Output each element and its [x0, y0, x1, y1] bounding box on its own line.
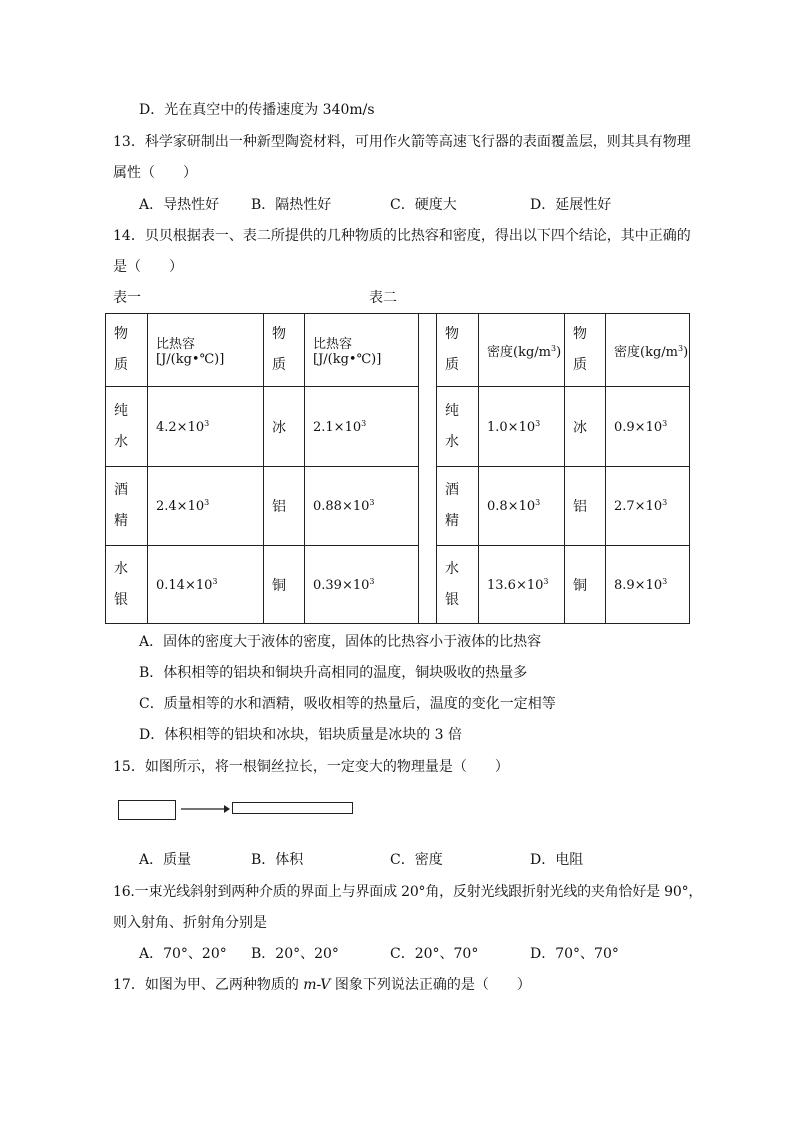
q16-stem-line1: 16.一束光线斜射到两种介质的界面上与界面成 20°角，反射光线跟折射光线的夹角恰好是 90°， [113, 884, 703, 900]
q14-stem-line1: 14．贝贝根据表一、表二所提供的几种物质的比热容和密度，得出以下四个结论，其中正确的 [113, 228, 691, 244]
t1-header-specific-heat-b: 比热容[J/(kg•℃)] [305, 314, 419, 387]
q14-option-d: D．体积相等的铝块和冰块，铝块质量是冰块的 3 倍 [139, 727, 463, 743]
q13-option-a: A．导热性好 [139, 197, 220, 213]
q15-option-d: D．电阻 [530, 852, 584, 868]
t1-header-specific-heat-a: 比热容[J/(kg•℃)] [148, 314, 264, 387]
table-row: 纯 水 $4.2\times 10^3$ 冰 $2.1\times 10^3$ 纯 水 $1.0\times 10^3$ 冰 $0.9\times 10^3$ [106, 387, 690, 467]
table-gap [419, 314, 437, 624]
q16-option-b: B．20°、20° [251, 946, 339, 962]
short-wire-rect [118, 800, 176, 820]
q13-option-b: B．隔热性好 [251, 197, 332, 213]
q12-option-d: D．光在真空中的传播速度为 340m/s [139, 102, 375, 118]
q16-option-c: C．20°、70° [390, 946, 479, 962]
table-row: 水 银 $0.14\times 10^3$ 铜 $0.39\times 10^3$ 水 银 $13.6\times 10^3$ 铜 $8.9\times 10^3$ [106, 546, 690, 624]
q15-stem: 15．如图所示，将一根铜丝拉长，一定变大的物理量是（ ） [113, 759, 509, 775]
q13-option-d: D．延展性好 [530, 197, 612, 213]
q16-option-d: D．70°、70° [530, 946, 619, 962]
q15-option-b: B．体积 [251, 852, 304, 868]
t1-header-substance-a: 物 质 [106, 314, 148, 387]
q16-stem-line2: 则入射角、折射角分别是 [113, 915, 267, 931]
q14-option-c: C．质量相等的水和酒精，吸收相等的热量后，温度的变化一定相等 [139, 696, 556, 712]
q16-option-a: A．70°、20° [139, 946, 227, 962]
table-row: 酒 精 $2.4\times 10^3$ 铝 $0.88\times 10^3$ 酒 精 $0.8\times 10^3$ 铝 $2.7\times 10^3$ [106, 467, 690, 546]
t2-header-density-a: 密度$(kg/m^3)$ [479, 314, 565, 387]
q14-option-a: A．固体的密度大于液体的密度，固体的比热容小于液体的比热容 [139, 634, 542, 650]
q14-option-b: B．体积相等的铝块和铜块升高相同的温度，铜块吸收的热量多 [139, 665, 528, 681]
long-wire-rect [232, 802, 353, 814]
q13-option-c: C．硬度大 [390, 197, 457, 213]
q14-stem-line2: 是（ ） [113, 259, 183, 275]
t1-header-substance-b: 物 质 [264, 314, 305, 387]
t2-header-substance-a: 物 质 [437, 314, 479, 387]
arrow-right-icon [180, 803, 230, 815]
q13-stem-line2: 属性（ ） [113, 165, 197, 181]
property-tables [105, 313, 690, 624]
table1-label: 表一 [113, 290, 141, 306]
q15-option-c: C．密度 [390, 852, 443, 868]
t2-header-density-b: 密度$(kg/m^3)$ [606, 314, 690, 387]
q17-stem: 17．如图为甲、乙两种物质的 m-V 图象下列说法正确的是（ ） [113, 977, 531, 993]
q15-option-a: A．质量 [139, 852, 192, 868]
table2-label: 表二 [369, 290, 397, 306]
q13-stem-line1: 13．科学家研制出一种新型陶瓷材料，可用作火箭等高速飞行器的表面覆盖层，则其具有物理 [113, 134, 691, 150]
t2-header-substance-b: 物 质 [565, 314, 606, 387]
